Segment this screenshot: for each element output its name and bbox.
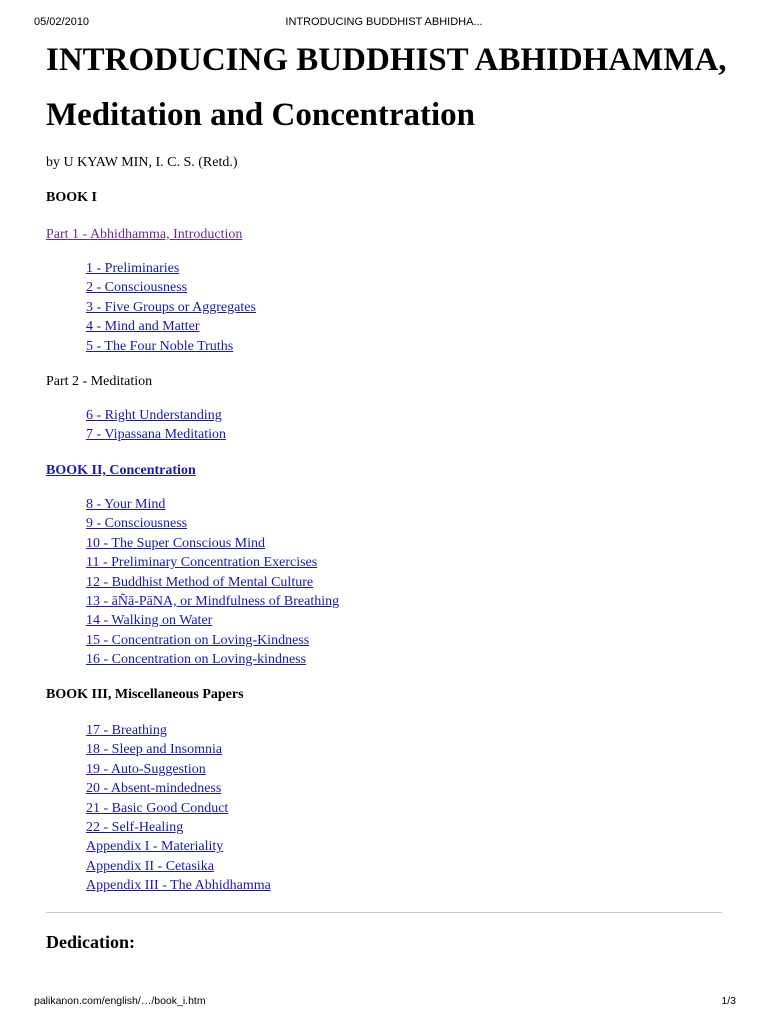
- horizontal-rule: [46, 912, 722, 913]
- chapter-link[interactable]: 2 - Consciousness: [86, 280, 188, 296]
- part1-container: [46, 226, 242, 244]
- list-item: [86, 259, 256, 278]
- list-item: [86, 337, 256, 356]
- print-footer-url: palikanon.com/english/…/book_i.htm: [34, 995, 206, 1007]
- chapter-link[interactable]: 22 - Self-Healing: [86, 819, 184, 835]
- chapter-link[interactable]: 21 - Basic Good Conduct: [86, 800, 229, 816]
- page-title-line1: INTRODUCING BUDDHIST ABHIDHAMMA,: [46, 42, 727, 78]
- list-item: [86, 650, 339, 669]
- chapter-link[interactable]: 13 - āÑā-PāNA, or Mindfulness of Breathing: [86, 593, 340, 609]
- book3-heading: BOOK III, Miscellaneous Papers: [46, 687, 244, 702]
- appendix-link[interactable]: Appendix II - Cetasika: [86, 858, 214, 874]
- chapter-link[interactable]: 7 - Vipassana Meditation: [86, 427, 227, 443]
- chapter-link[interactable]: 11 - Preliminary Concentration Exercises: [86, 555, 318, 571]
- list-item: [86, 278, 256, 297]
- book1-heading: BOOK I: [46, 190, 97, 205]
- book2-chapter-list: [86, 495, 339, 670]
- list-item: [86, 495, 339, 514]
- list-item: [86, 534, 339, 553]
- chapter-link[interactable]: 12 - Buddhist Method of Mental Culture: [86, 574, 314, 590]
- chapter-link[interactable]: 8 - Your Mind: [86, 497, 166, 512]
- list-item: [86, 876, 271, 895]
- chapter-link[interactable]: 14 - Walking on Water: [86, 613, 213, 629]
- list-item: [86, 553, 339, 572]
- list-item: [86, 818, 271, 837]
- chapter-link[interactable]: 17 - Breathing: [86, 723, 167, 738]
- chapter-link[interactable]: 19 - Auto-Suggestion: [86, 761, 206, 777]
- chapter-link[interactable]: 10 - The Super Conscious Mind: [86, 535, 266, 551]
- print-footer-page-number: 1/3: [721, 995, 736, 1007]
- chapter-link[interactable]: 5 - The Four Noble Truths: [86, 338, 234, 354]
- part2-label: Part 2 - Meditation: [46, 374, 153, 389]
- print-header-date: 05/02/2010: [34, 16, 90, 28]
- appendix-link[interactable]: Appendix I - Materiality: [86, 839, 224, 855]
- list-item: [86, 779, 271, 798]
- list-item: [86, 514, 339, 533]
- list-item: [86, 298, 256, 317]
- chapter-link[interactable]: 6 - Right Understanding: [86, 408, 222, 423]
- list-item: [86, 631, 339, 650]
- list-item: [86, 592, 339, 611]
- chapter-link[interactable]: 1 - Preliminaries: [86, 261, 180, 276]
- print-header-title: INTRODUCING BUDDHIST ABHIDHA...: [285, 16, 483, 28]
- chapter-link[interactable]: 4 - Mind and Matter: [86, 319, 200, 335]
- list-item: [86, 760, 271, 779]
- chapter-link[interactable]: 15 - Concentration on Loving-Kindness: [86, 632, 310, 648]
- list-item: [86, 573, 339, 592]
- list-item: [86, 425, 226, 444]
- chapter-link[interactable]: 3 - Five Groups or Aggregates: [86, 299, 256, 315]
- chapter-link[interactable]: 18 - Sleep and Insomnia: [86, 742, 223, 758]
- part1-link[interactable]: Part 1 - Abhidhamma, Introduction: [46, 227, 243, 242]
- author-byline: by U KYAW MIN, I. C. S. (Retd.): [46, 155, 238, 170]
- book2-heading-link[interactable]: BOOK II, Concentration: [46, 463, 196, 478]
- dedication-heading: Dedication:: [46, 932, 135, 952]
- list-item: [86, 857, 271, 876]
- list-item: [86, 837, 271, 856]
- list-item: [86, 799, 271, 818]
- chapter-link[interactable]: 20 - Absent-mindedness: [86, 781, 222, 797]
- list-item: [86, 721, 271, 740]
- list-item: [86, 317, 256, 336]
- chapter-link[interactable]: 9 - Consciousness: [86, 516, 188, 532]
- list-item: [86, 406, 226, 425]
- part2-chapter-list: [86, 406, 226, 445]
- part1-chapter-list: [86, 259, 256, 356]
- book3-chapter-list: [86, 721, 271, 896]
- page-title-line2: Meditation and Concentration: [46, 97, 475, 133]
- list-item: [86, 740, 271, 759]
- appendix-link[interactable]: Appendix III - The Abhidhamma: [86, 878, 271, 894]
- book2-heading-container: [46, 462, 196, 480]
- chapter-link[interactable]: 16 - Concentration on Loving-kindness: [86, 652, 307, 668]
- list-item: [86, 611, 339, 630]
